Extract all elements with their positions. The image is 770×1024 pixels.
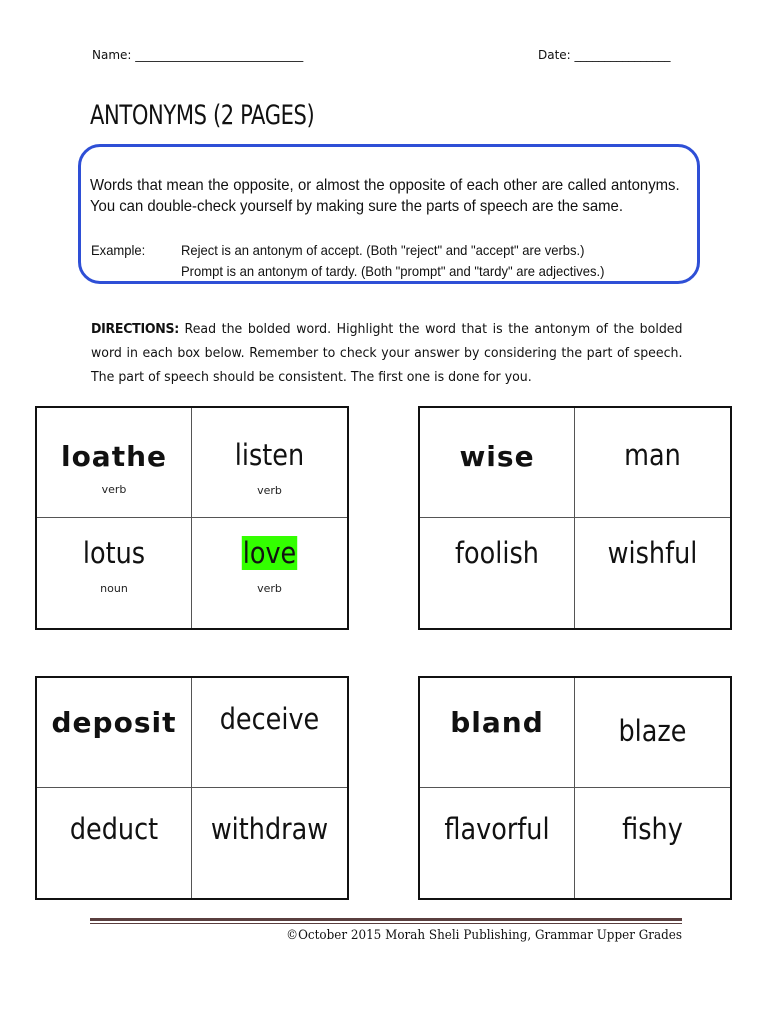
part-of-speech: noun [100,582,128,595]
option-cell[interactable] [420,518,575,628]
directions [91,317,682,389]
option-word[interactable]: withdraw [210,812,329,846]
option-word[interactable]: lotus [82,536,146,570]
antonym-box-3 [35,676,349,900]
date-field-line: Date: ________________ [538,48,671,62]
option-cell[interactable] [192,518,347,628]
definition-text: Words that mean the opposite, or almost the opposite of each other are called antonyms. You can double-check yourself by making sure the parts of speech are the same. [90,177,680,215]
bolded-word-cell [420,408,575,518]
antonym-box-2 [418,406,732,630]
option-cell[interactable] [575,408,730,518]
example-1: Reject is an antonym of accept. (Both "reject" and "accept" are verbs.) [181,242,585,258]
copyright-footer: ©October 2015 Morah Sheli Publishing, Grammar Upper Grades [286,928,682,943]
part-of-speech: verb [257,484,282,497]
option-cell[interactable] [575,518,730,628]
option-cell[interactable] [192,788,347,898]
option-word[interactable]: deceive [219,702,320,736]
option-cell[interactable] [420,788,575,898]
name-field-line: Name: ____________________________ [92,48,304,62]
option-cell[interactable] [37,788,192,898]
option-word[interactable]: foolish [455,536,539,570]
bolded-word: wise [459,440,535,473]
option-word[interactable]: wishful [607,536,698,570]
bolded-word-cell [37,678,192,788]
option-word[interactable]: flavorful [444,812,550,846]
antonym-box-4 [418,676,732,900]
bolded-word-cell [37,408,192,518]
option-cell[interactable] [37,518,192,628]
bolded-word: bland [450,706,544,739]
directions-text: Read the bolded word. Highlight the word that is the antonym of the bolded word in each box below. Remember to check your answer by considering the part of speech. The part of speech should be consistent. The first one is done for you. [91,321,683,385]
part-of-speech: verb [101,483,127,496]
option-cell[interactable] [575,788,730,898]
bolded-word: deposit [51,706,177,739]
bolded-word: loathe [60,440,168,473]
directions-label: DIRECTIONS: [91,321,179,337]
option-word[interactable]: fishy [622,812,683,846]
example-label: Example: [91,242,146,258]
page-title: ANTONYMS (2 PAGES) [90,100,315,131]
option-word[interactable]: man [624,438,681,472]
antonym-box-1 [35,406,349,630]
part-of-speech: verb [257,582,282,595]
option-cell[interactable] [575,678,730,788]
option-word-highlighted[interactable] [201,536,337,570]
bolded-word-cell [420,678,575,788]
option-word[interactable]: blaze [618,714,687,748]
highlight-mark: love [242,536,297,570]
example-2: Prompt is an antonym of tardy. (Both "prompt" and "tardy" are adjectives.) [181,263,605,279]
option-word[interactable]: listen [234,438,305,472]
option-cell[interactable] [192,408,347,518]
footer-rule-thin [90,923,682,924]
footer-rule [90,918,682,921]
option-word[interactable]: deduct [69,812,159,846]
option-cell[interactable] [192,678,347,788]
